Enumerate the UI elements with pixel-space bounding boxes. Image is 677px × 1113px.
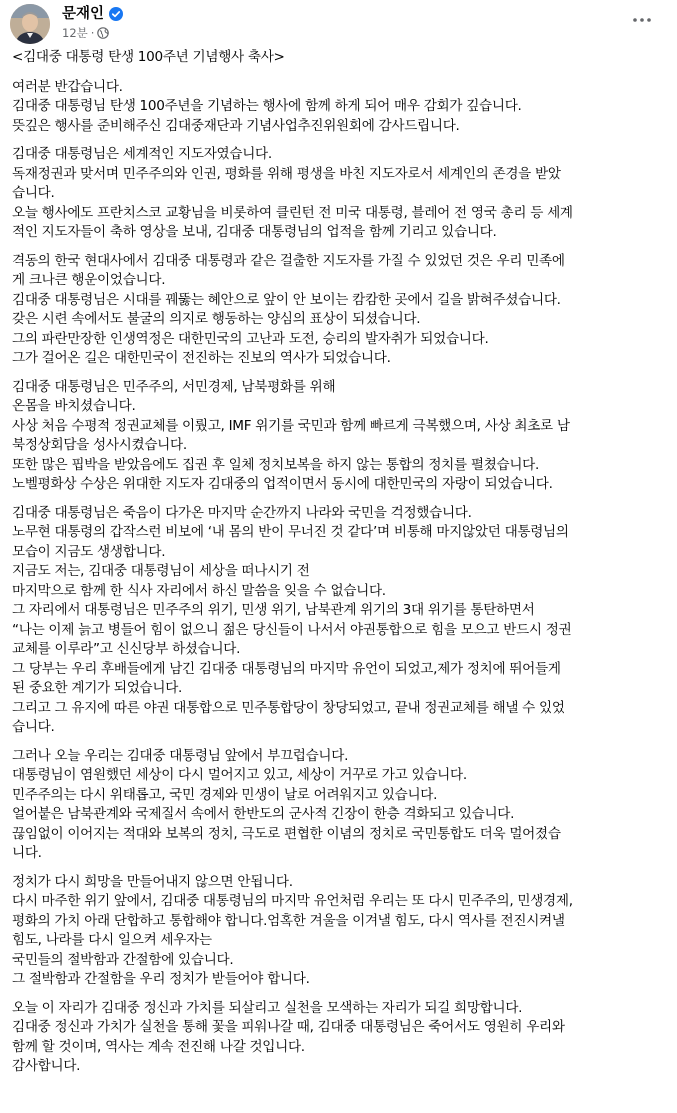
post-text-line: 여러분 반갑습니다. xyxy=(12,78,123,95)
post-text-line: 그가 걸어온 길은 대한민국이 전진하는 진보의 역사가 되었습니다. xyxy=(12,350,391,366)
post-text-line: 김대중 대통령님은 민주주의, 서민경제, 남북평화를 위해 xyxy=(12,378,336,395)
post-text-line: 정치가 다시 희망을 만들어내지 않으면 안됩니다. xyxy=(12,873,293,890)
post-text-line: 격동의 한국 현대사에서 김대중 대통령과 같은 걸출한 지도자를 가질 수 있었던 것은 우리 민족에 xyxy=(12,252,565,269)
post-text-line: 노벨평화상 수상은 위대한 지도자 김대중의 업적이면서 동시에 대한민국의 자랑이 되었습니다. xyxy=(12,476,553,492)
post-text-line: 김대중 대통령님 탄생 100주년을 기념하는 행사에 함께 하게 되어 매우 감회가 깊습니다. xyxy=(12,98,522,114)
post-paragraph xyxy=(12,378,662,495)
post-text-line: 마지막으로 함께 한 식사 자리에서 하신 말씀을 잊을 수 없습니다. xyxy=(12,582,386,599)
post-text-line: 김대중 대통령님은 죽음이 다가온 마지막 순간까지 나라와 국민을 걱정했습니다. xyxy=(12,504,472,521)
post-text-line: 그 절박함과 간절함을 우리 정치가 받들어야 합니다. xyxy=(12,971,310,987)
post-paragraph xyxy=(12,999,662,1077)
post-text-line: 북정상회담을 성사시켰습니다. xyxy=(12,437,187,453)
post-text-line: 그의 파란만장한 인생역정은 대한민국의 고난과 도전, 승리의 발자취가 되었습니다. xyxy=(12,330,489,347)
post-text-line: 민주주의는 다시 위태롭고, 국민 경제와 민생이 날로 어려워지고 있습니다. xyxy=(12,786,438,803)
post-text-line: 노무현 대통령의 갑작스런 비보에 ‘내 몸의 반이 무너진 것 같다’며 비통해 마지않았던 대통령님의 xyxy=(12,524,569,540)
post-text-line: 다시 마주한 위기 앞에서, 김대중 대통령님의 마지막 유언처럼 우리는 또 다시 민주주의, 민생경제, xyxy=(12,893,573,909)
avatar-portrait xyxy=(10,4,50,44)
post-paragraph xyxy=(12,504,662,738)
post-text-line: 그러나 오늘 우리는 김대중 대통령님 앞에서 부끄럽습니다. xyxy=(12,747,349,764)
post-text-line: 니다. xyxy=(12,845,42,861)
post-text-line: 습니다. xyxy=(12,185,55,201)
author-name-row xyxy=(62,5,123,23)
post-text-line: 온몸을 바치셨습니다. xyxy=(12,398,136,414)
post-text-line: 독재정권과 맞서며 민주주의와 인권, 평화를 위해 평생을 바친 지도자로서 세계인의 존경을 받았 xyxy=(12,165,561,182)
post-meta xyxy=(62,26,109,40)
post-title: <김대중 대통령 탄생 100주년 기념행사 축사> xyxy=(12,49,285,65)
post-text-line: 김대중 대통령님은 시대를 꿰뚫는 혜안으로 앞이 안 보이는 캄캄한 곳에서 길을 밝혀주셨습니다. xyxy=(12,291,561,308)
post-text-line: 뜻깊은 행사를 준비해주신 김대중재단과 기념사업추진위원회에 감사드립니다. xyxy=(12,117,460,134)
post-body xyxy=(12,48,662,1086)
post-text-line: 함께 할 것이며, 역사는 계속 전진해 나갈 것입니다. xyxy=(12,1038,305,1055)
post-text-line: 지금도 저는, 김대중 대통령님이 세상을 떠나시기 전 xyxy=(12,563,310,579)
post-text-line: 적인 지도자들이 축하 영상을 보내, 김대중 대통령님의 업적을 함께 기리고 있습니다. xyxy=(12,224,497,240)
post-text-line: 얼어붙은 남북관계와 국제질서 속에서 한반도의 군사적 긴장이 한층 격화되고 있습니다. xyxy=(12,806,515,822)
meta-separator: · xyxy=(90,26,95,40)
post-text-line: 그 당부는 우리 후배들에게 남긴 김대중 대통령님의 마지막 유언이 되었고,제가 정치에 뛰어들게 xyxy=(12,660,561,677)
post-text-line: 국민들의 절박함과 간절함에 있습니다. xyxy=(12,951,234,968)
post-text-line: 습니다. xyxy=(12,719,55,735)
avatar[interactable] xyxy=(10,4,50,44)
post-paragraph xyxy=(12,873,662,990)
post-text-line: 모습이 지금도 생생합니다. xyxy=(12,543,166,560)
post-header xyxy=(0,0,677,50)
post-text-line: 갖은 시련 속에서도 불굴의 의지로 행동하는 양심의 표상이 되셨습니다. xyxy=(12,311,421,327)
post-text-line: 된 중요한 계기가 되었습니다. xyxy=(12,680,183,696)
post-text-line: 김대중 대통령님은 세계적인 지도자였습니다. xyxy=(12,146,272,162)
post-text-line: 사상 처음 수평적 정권교체를 이뤘고, IMF 위기를 국민과 함께 빠르게 극복했으며, 사상 최초로 남 xyxy=(12,417,570,434)
post-text-line: 끊임없이 이어지는 적대와 보복의 정치, 극도로 편협한 이념의 정치로 국민통합도 더욱 멀어졌습 xyxy=(12,825,561,842)
post-paragraph xyxy=(12,145,662,243)
post-text-line: 그 자리에서 대통령님은 민주주의 위기, 민생 위기, 남북관계 위기의 3대 위기를 통탄하면서 xyxy=(12,602,535,618)
post-text-line: 대통령님이 염원했던 세상이 다시 멀어지고 있고, 세상이 거꾸로 가고 있습니다. xyxy=(12,767,467,783)
post-text-line: 그리고 그 유지에 따른 야권 대통합으로 민주통합당이 창당되었고, 끝내 정권교체를 해낼 수 있었 xyxy=(12,699,565,716)
verified-badge-icon xyxy=(109,7,123,21)
post-paragraph xyxy=(12,747,662,864)
post-text-line: 오늘 행사에도 프란치스코 교황님을 비롯하여 클린턴 전 미국 대통령, 블레어 전 영국 총리 등 세계 xyxy=(12,204,573,221)
post-text-line: 교체를 이루라”고 신신당부 하셨습니다. xyxy=(12,641,241,657)
post-text-line: 감사합니다. xyxy=(12,1058,81,1074)
globe-icon xyxy=(97,27,109,39)
post-text-line: 김대중 정신과 가치가 실천을 통해 꽃을 피워나갈 때, 김대중 대통령님은 죽어서도 영원히 우리와 xyxy=(12,1019,565,1035)
post-text-line: 게 크나큰 행운이었습니다. xyxy=(12,272,166,288)
more-options-icon[interactable] xyxy=(629,10,655,30)
post-timestamp[interactable]: 12분 xyxy=(62,26,88,40)
post-paragraph xyxy=(12,78,662,137)
post-text-line: 평화의 가치 아래 단합하고 통합해야 합니다.엄혹한 겨울을 이겨낼 힘도, 다시 역사를 전진시켜낼 xyxy=(12,912,565,929)
post-paragraph xyxy=(12,252,662,369)
post-text-line: 또한 많은 핍박을 받았음에도 집권 후 일체 정치보복을 하지 않는 통합의 정치를 펼쳤습니다. xyxy=(12,456,540,473)
author-name[interactable]: 문재인 xyxy=(62,6,105,22)
post-text-line: “나는 이제 늙고 병들어 힘이 없으니 젊은 당신들이 나서서 야권통합으로 힘을 모으고 반드시 정권 xyxy=(12,621,572,638)
post-text-line: 힘도, 나라를 다시 일으켜 세우자는 xyxy=(12,932,212,948)
post-text-line: 오늘 이 자리가 김대중 정신과 가치를 되살리고 실천을 모색하는 자리가 되길 희망합니다. xyxy=(12,999,523,1016)
